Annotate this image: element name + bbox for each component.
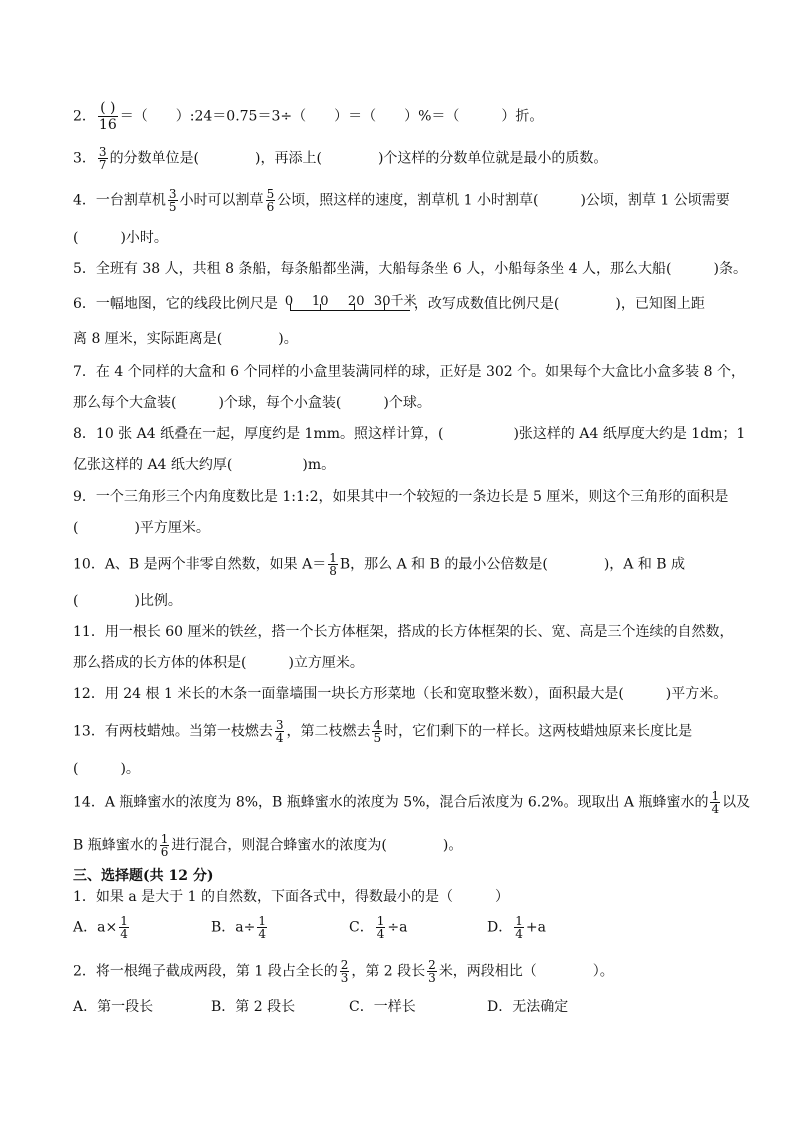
scale-tick-label: 10 xyxy=(311,294,329,309)
question-5: 5．全班有 38 人，共租 8 条船，每条船都坐满，大船每条坐 6 人，小船每条坐 4 人，那么大船( )条。 xyxy=(73,261,747,277)
choice-question-2-options xyxy=(73,997,625,1017)
question-text: 米，两段相比（ ）。 xyxy=(438,963,614,980)
question-text: 4．一台割草机 xyxy=(73,192,166,209)
question-10-continued: ( )比例。 xyxy=(73,593,182,609)
choice-question-2 xyxy=(73,959,614,984)
question-6-continued: 离 8 厘米，实际距离是( )。 xyxy=(73,331,298,347)
option-label: +a xyxy=(525,919,546,936)
option-label: D． xyxy=(487,919,513,936)
option-a[interactable]: A．第一段长 xyxy=(73,999,154,1015)
option-c[interactable]: C．一样长 xyxy=(349,999,416,1015)
question-text: 的分数单位是( )，再添上( )个这样的分数单位就是最小的质数。 xyxy=(109,150,608,167)
option-d[interactable]: D．无法确定 xyxy=(487,999,569,1015)
fraction-denominator: 16 xyxy=(98,117,117,133)
fraction-numerator: 5 xyxy=(266,187,275,201)
option-b[interactable]: B．第 2 段长 xyxy=(211,999,296,1015)
scale-tick xyxy=(320,304,321,310)
question-text: 2．将一根绳子截成两段，第 1 段占全长的 xyxy=(73,963,338,980)
question-text: 10．A、B 是两个非零自然数，如果 A＝ xyxy=(73,556,327,573)
fraction xyxy=(427,959,437,984)
question-text: 6．一幅地图，它的线段比例尺是 xyxy=(73,296,278,312)
option-label: B．a÷ xyxy=(211,919,256,936)
choice-question-1: 1．如果 a 是大于 1 的自然数，下面各式中，得数最小的是（ ） xyxy=(73,889,509,905)
fraction-numerator: 2 xyxy=(428,958,436,972)
fraction-denominator: 8 xyxy=(329,564,337,578)
fraction xyxy=(514,915,524,940)
option-d[interactable] xyxy=(487,915,625,940)
fraction-denominator: 5 xyxy=(373,731,382,745)
question-14 xyxy=(73,790,750,815)
fraction-numerator: 2 xyxy=(340,958,349,972)
question-text: 进行混合，则混合蜂蜜水的浓度为( )。 xyxy=(171,837,463,854)
question-text: 小时可以割草 xyxy=(179,192,264,209)
question-text: B，那么 A 和 B 的最小公倍数是( )，A 和 B 成 xyxy=(339,556,686,573)
question-text: ，改写成数值比例尺是( )，已知图上距 xyxy=(413,296,705,312)
fraction xyxy=(257,915,267,940)
fraction xyxy=(340,959,350,984)
fraction-numerator: 1 xyxy=(160,832,169,846)
fraction xyxy=(372,719,382,744)
line-scale-ruler xyxy=(282,294,417,314)
question-text: 13．有两枝蜡烛。当第一枝燃去 xyxy=(73,723,273,740)
fraction-numerator: 3 xyxy=(168,187,177,201)
question-7-continued: 那么每个大盒装( )个球，每个小盒装( )个球。 xyxy=(73,395,431,411)
fraction-numerator: 1 xyxy=(515,914,523,928)
fraction-numerator: 1 xyxy=(376,914,385,928)
question-text: B 瓶蜂蜜水的 xyxy=(73,837,158,854)
question-14-continued xyxy=(73,833,462,858)
question-9: 9．一个三角形三个内角度数比是 1:1:2，如果其中一个较短的一条边长是 5 厘米，则这个三角形的面积是 xyxy=(73,489,729,505)
fraction-denominator: 3 xyxy=(428,971,436,985)
fraction-numerator: ( ) xyxy=(98,100,118,117)
question-11: 11．用一根长 60 厘米的铁丝，搭一个长方体框架，搭成的长方体框架的长、宽、高是三个连续的自然数， xyxy=(73,624,734,640)
fraction-numerator: 1 xyxy=(120,914,128,928)
question-number: 2． xyxy=(73,108,96,125)
question-text: 以及 xyxy=(722,794,751,811)
question-8-continued: 亿张这样的 A4 纸大约厚( )m。 xyxy=(73,457,336,473)
section-heading: 三、选择题(共 12 分) xyxy=(73,868,214,884)
fraction-numerator: 1 xyxy=(258,914,267,928)
question-8: 8．10 张 A4 纸叠在一起，厚度约是 1mm。照这样计算，( )张这样的 A4 纸厚度大约是 1dm；1 xyxy=(73,426,746,442)
question-text: 14．A 瓶蜂蜜水的浓度为 8%，B 瓶蜂蜜水的浓度为 5%，混合后浓度为 6.2%。现取出 A 瓶蜂蜜水的 xyxy=(73,794,709,811)
option-b[interactable] xyxy=(211,915,349,940)
scale-tick-label: 0 xyxy=(284,294,294,309)
question-text: ，第 2 段长 xyxy=(351,963,426,980)
question-text: ＝（ ）:24＝0.75＝3÷（ ）＝（ ）%＝（ ）折。 xyxy=(119,108,544,125)
fraction-denominator: 4 xyxy=(711,802,720,816)
question-7: 7．在 4 个同样的大盒和 6 个同样的小盒里装满同样的球，正好是 302 个。如果每个大盒比小盒多装 8 个， xyxy=(73,364,745,380)
scale-tick-label: 20 xyxy=(347,294,365,309)
option-c[interactable] xyxy=(349,915,487,940)
scale-tick-label: 30千米 xyxy=(373,294,417,309)
option-a[interactable] xyxy=(73,915,211,940)
question-3 xyxy=(73,146,607,171)
scale-tick xyxy=(354,304,355,310)
question-11-continued: 那么搭成的长方体的体积是( )立方厘米。 xyxy=(73,655,364,671)
scale-bar xyxy=(290,310,410,311)
scale-tick xyxy=(290,304,291,310)
fraction-denominator: 6 xyxy=(160,845,169,859)
fraction xyxy=(376,915,386,940)
option-label: A．a× xyxy=(73,919,118,936)
scale-tick xyxy=(384,304,385,310)
fraction-numerator: 1 xyxy=(329,551,337,565)
question-13-continued: ( )。 xyxy=(73,761,140,777)
fraction xyxy=(119,915,129,940)
fraction-denominator: 6 xyxy=(266,200,275,214)
fraction-denominator: 4 xyxy=(515,927,523,941)
question-text: 时，它们剩下的一样长。这两枝蜡烛原来长度比是 xyxy=(384,723,693,740)
question-13 xyxy=(73,719,692,744)
fraction-numerator: 1 xyxy=(711,789,720,803)
fraction-denominator: 4 xyxy=(376,927,385,941)
question-4-continued: ( )小时。 xyxy=(73,230,168,246)
fraction-denominator: 3 xyxy=(340,971,349,985)
question-text: ，第二枝燃去 xyxy=(286,723,371,740)
fraction xyxy=(98,146,108,171)
fraction-denominator: 4 xyxy=(275,731,284,745)
fraction-denominator: 4 xyxy=(120,927,128,941)
fraction xyxy=(168,188,178,213)
fraction xyxy=(328,552,338,577)
fraction-numerator: 3 xyxy=(98,145,107,159)
option-label: ÷a xyxy=(387,919,408,936)
question-9-continued: ( )平方厘米。 xyxy=(73,520,210,536)
question-10 xyxy=(73,552,685,577)
fraction-denominator: 5 xyxy=(168,200,177,214)
fraction-numerator: 3 xyxy=(275,718,284,732)
fraction xyxy=(266,188,276,213)
question-4 xyxy=(73,188,730,213)
question-2 xyxy=(73,100,543,133)
question-12: 12．用 24 根 1 米长的木条一面靠墙围一块长方形菜地（长和宽取整米数），面积最大是( )平方米。 xyxy=(73,686,728,702)
fraction xyxy=(98,100,118,133)
fraction xyxy=(710,790,720,815)
question-number: 3． xyxy=(73,150,96,167)
option-label: C． xyxy=(349,919,374,936)
fraction-denominator: 7 xyxy=(98,158,107,172)
choice-question-1-options xyxy=(73,915,625,940)
fraction xyxy=(275,719,285,744)
fraction-denominator: 4 xyxy=(258,927,267,941)
fraction-numerator: 4 xyxy=(373,718,382,732)
question-text: 公顷，照这样的速度，割草机 1 小时割草( )公顷，割草 1 公顷需要 xyxy=(277,192,730,209)
fraction xyxy=(160,833,170,858)
question-6 xyxy=(73,294,705,314)
